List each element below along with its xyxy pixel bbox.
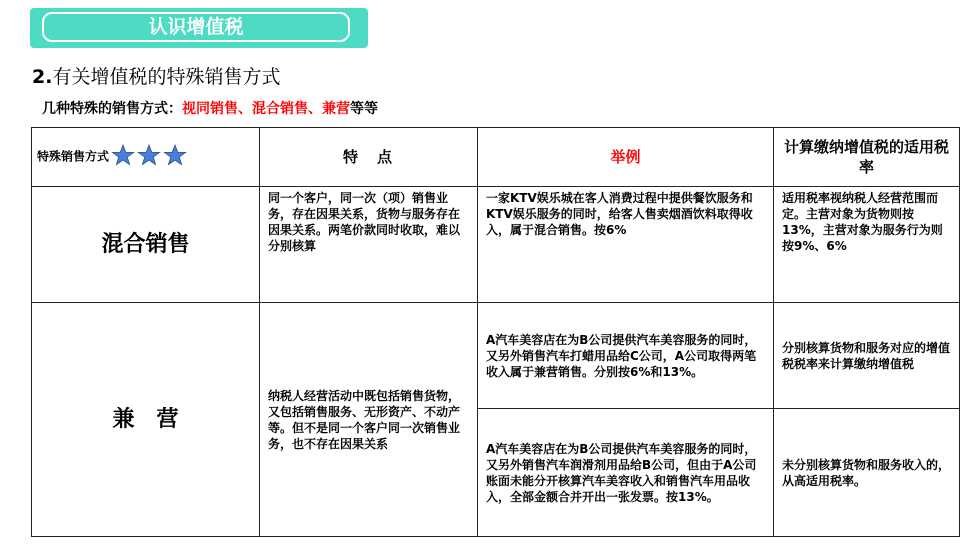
table-row-mixed [32, 187, 960, 303]
concurrent-sales-example-2: A汽车美容店在为B公司提供汽车美容服务的同时，又另外销售汽车润滑剂用品给B公司，但由于A公司账面未能分开核算汽车美容收入和销售汽车用品收入，全部金额合并开出一张发票。按13%。 [478, 409, 774, 537]
subheading-prefix: 几种特殊的销售方式： [42, 101, 182, 117]
subheading-highlight: 视同销售、混合销售、兼营 [182, 101, 350, 117]
mixed-sales-rate: 适用税率视纳税人经营范围而定。主营对象为货物则按13%，主营对象为服务行为则按9%、6% [774, 187, 960, 303]
concurrent-sales-example-1: A汽车美容店在为B公司提供汽车美容服务的同时，又另外销售汽车打蜡用品给C公司，A公司取得两笔收入属于兼营销售。分别按6%和13%。 [478, 303, 774, 409]
header-example: 举例 [478, 128, 774, 187]
concurrent-sales-rate-2: 未分别核算货物和服务收入的，从高适用税率。 [774, 409, 960, 537]
table-header-row [32, 128, 960, 187]
title-banner [30, 8, 368, 48]
section-title: 有关增值税的特殊销售方式 [52, 66, 281, 88]
mixed-sales-feature: 同一个客户，同一次（项）销售业务，存在因果关系，货物与服务存在因果关系。两笔价款同时收取，难以分别核算 [260, 187, 478, 303]
mixed-sales-example: 一家KTV娱乐城在客人消费过程中提供餐饮服务和KTV娱乐服务的同时，给客人售卖烟酒饮料取得收入，属于混合销售。按6% [478, 187, 774, 303]
concurrent-sales-name: 兼 营 [32, 303, 260, 537]
sales-methods-table [31, 127, 960, 537]
star-icon [111, 144, 189, 166]
header-method: 特殊销售方式 [32, 128, 260, 187]
section-number: 2. [32, 66, 53, 88]
banner-title: 认识增值税 [42, 12, 350, 42]
subheading-suffix: 等等 [350, 101, 378, 117]
table-row-concurrent-1 [32, 303, 960, 409]
star-icons [111, 144, 189, 170]
section-heading [32, 62, 280, 89]
subheading [42, 98, 378, 118]
header-rate: 计算缴纳增值税的适用税率 [774, 128, 960, 187]
mixed-sales-name: 混合销售 [32, 187, 260, 303]
header-feature: 特 点 [260, 128, 478, 187]
concurrent-sales-rate-1: 分别核算货物和服务对应的增值税税率来计算缴纳增值税 [774, 303, 960, 409]
concurrent-sales-feature: 纳税人经营活动中既包括销售货物，又包括销售服务、无形资产、不动产等。但不是同一个客户同一次销售业务，也不存在因果关系 [260, 303, 478, 537]
